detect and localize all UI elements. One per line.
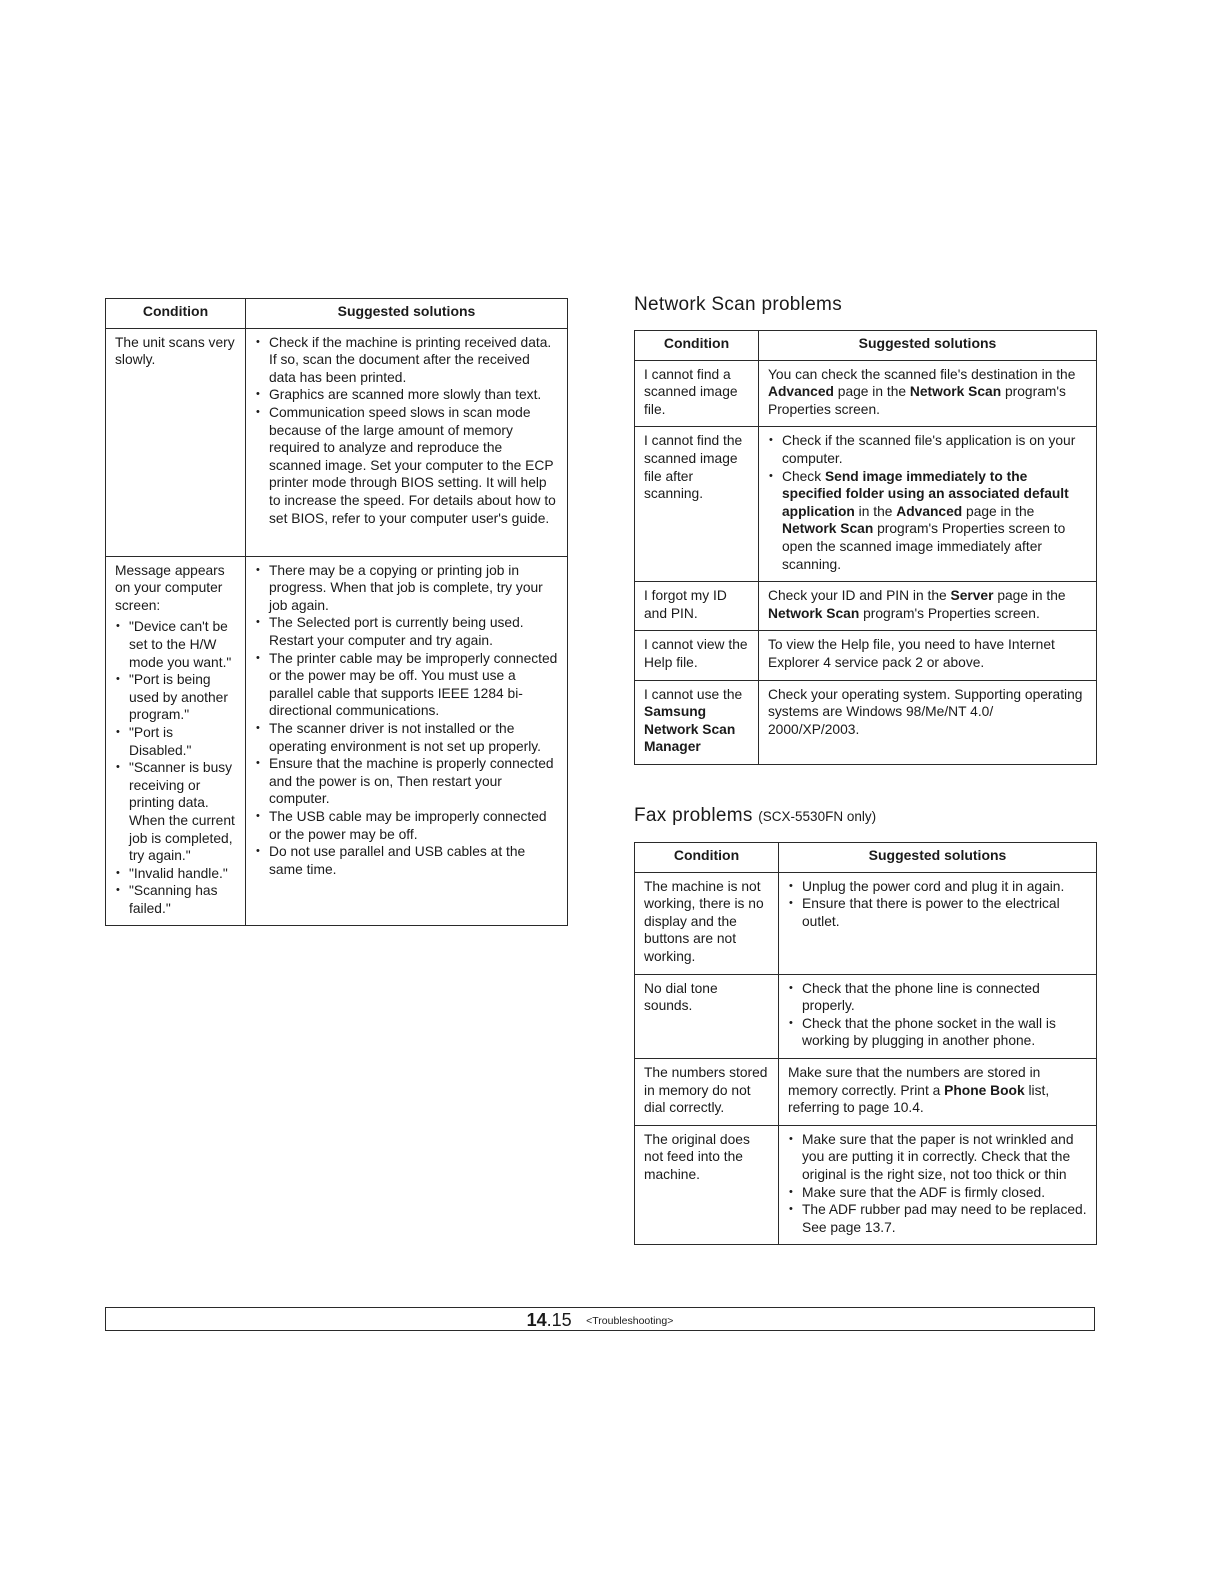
solution-bold-term: Network Scan — [768, 605, 860, 621]
table-header-row — [106, 299, 568, 329]
solution-item: • Check if the machine is printing received data. If so, scan the document after the received data has been printed. — [255, 334, 558, 387]
solution-cell — [759, 427, 1097, 582]
solution-bold-term: Server — [950, 588, 994, 604]
solution-item: • The printer cable may be improperly connected or the power may be off. You must use a parallel cable that supports IEEE 1284 bi-directional communications. — [255, 650, 558, 720]
solution-item: • Do not use parallel and USB cables at the same time. — [255, 843, 558, 878]
solution-cell — [246, 556, 568, 926]
solution-bold-term: Phone Book — [944, 1082, 1025, 1098]
solution-item: • Communication speed slows in scan mode because of the large amount of memory required to analyze and reproduce the scanned image. Set your computer to the ECP printer mode through BIOS setting. It will help to increase the speed. For details about how to set BIOS, refer to your computer user's guide. — [255, 404, 558, 527]
solution-bold-term: Network Scan — [909, 384, 1002, 400]
solution-item: • Unplug the power cord and plug it in again. — [788, 878, 1087, 896]
solution-cell: To view the Help file, you need to have Internet Explorer 4 service pack 2 or above. — [759, 631, 1097, 680]
solution-item — [768, 468, 1087, 574]
table-row — [635, 582, 1097, 631]
condition-cell — [635, 680, 759, 764]
solution-item: • Check that the phone line is connected properly. — [788, 980, 1087, 1015]
message-item: • "Scanner is busy receiving or printing data. When the current job is completed, try again." — [115, 759, 236, 865]
table-row — [635, 974, 1097, 1058]
solution-item: • The USB cable may be improperly connected or the power may be off. — [255, 808, 558, 843]
solution-text: Check — [782, 468, 825, 484]
table-row — [635, 1058, 1097, 1125]
solution-cell — [759, 582, 1097, 631]
solution-bold-term: Network Scan — [782, 521, 874, 537]
condition-cell: The unit scans very slowly. — [106, 328, 246, 556]
solution-item: • Ensure that the machine is properly connected and the power is on, Then restart your computer. — [255, 755, 558, 808]
table-row — [635, 680, 1097, 764]
solution-text: in the — [854, 503, 897, 519]
header-suggested-solutions: Suggested solutions — [246, 299, 568, 329]
solution-cell — [779, 872, 1097, 974]
solution-bold-term: Advanced — [896, 503, 963, 519]
message-item: • "Port is being used by another program." — [115, 671, 236, 724]
solution-text: page in the — [962, 503, 1035, 519]
solution-item: • Check if the scanned file's application is on your computer. — [768, 432, 1087, 467]
network-scan-table — [634, 330, 1097, 765]
solution-item: • Check that the phone socket in the wall is working by plugging in another phone. — [788, 1015, 1087, 1050]
solution-item: • There may be a copying or printing job in progress. When that job is complete, try your job again. — [255, 562, 558, 615]
table-row — [635, 631, 1097, 680]
condition-text: I cannot use the — [644, 686, 743, 702]
solution-text: Check your ID and PIN in the — [768, 588, 951, 604]
solution-text: You can check the scanned file's destination in the — [768, 366, 1076, 382]
solution-cell — [779, 974, 1097, 1058]
solution-text: program's Properties screen. — [859, 605, 1040, 621]
solution-text: program's Properties screen. — [768, 384, 1066, 417]
fax-title-text: Fax problems — [634, 805, 753, 826]
solution-item: • Ensure that there is power to the electrical outlet. — [788, 895, 1087, 930]
message-item: • "Invalid handle." — [115, 865, 236, 883]
solution-cell — [246, 328, 568, 556]
message-item: • "Port is Disabled." — [115, 724, 236, 759]
header-suggested-solutions: Suggested solutions — [779, 843, 1097, 873]
fax-problems-title — [634, 805, 876, 827]
table-row — [106, 328, 568, 556]
condition-cell — [106, 556, 246, 926]
condition-cell: I cannot find a scanned image file. — [635, 360, 759, 427]
condition-cell: The numbers stored in memory do not dial correctly. — [635, 1058, 779, 1125]
header-condition: Condition — [106, 299, 246, 329]
solution-item: • Make sure that the ADF is firmly closed. — [788, 1184, 1087, 1202]
solution-text: Make sure that the numbers are stored in memory correctly. Print a — [788, 1064, 1041, 1098]
fax-problems-table — [634, 842, 1097, 1245]
scanning-problems-table — [105, 298, 568, 926]
solution-item: • Graphics are scanned more slowly than text. — [255, 386, 558, 404]
condition-cell: The machine is not working, there is no display and the buttons are not working. — [635, 872, 779, 974]
page-number-minor: .15 — [546, 1310, 572, 1330]
table-row — [635, 360, 1097, 427]
solution-bold-term: Advanced — [768, 384, 834, 400]
page-number — [527, 1310, 572, 1330]
solution-item: • The ADF rubber pad may need to be replaced. See page 13.7. — [788, 1201, 1087, 1236]
condition-bold-term: Samsung Network Scan Manager — [644, 704, 736, 755]
solution-item: • The Selected port is currently being used. Restart your computer and try again. — [255, 614, 558, 649]
solution-text: page in the — [993, 588, 1066, 604]
solution-cell: Check your operating system. Supporting operating systems are Windows 98/Me/NT 4.0/ 2000/XP/2003. — [759, 680, 1097, 764]
condition-intro: Message appears on your computer screen: — [115, 562, 225, 613]
table-row — [635, 1125, 1097, 1245]
solution-text: list, referring to page 10.4. — [788, 1082, 1050, 1116]
table-row — [106, 556, 568, 926]
solution-text: page in the — [833, 384, 910, 400]
condition-cell: I forgot my ID and PIN. — [635, 582, 759, 631]
fax-model-note: (SCX-5530FN only) — [758, 809, 877, 824]
page-footer — [105, 1307, 1095, 1331]
table-header-row — [635, 331, 1097, 361]
message-item: • "Scanning has failed." — [115, 882, 236, 917]
header-condition: Condition — [635, 331, 759, 361]
solution-item: • Make sure that the paper is not wrinkled and you are putting it in correctly. Check that the original is the right size, not too thick or thin — [788, 1131, 1087, 1184]
table-row — [635, 427, 1097, 582]
network-scan-title: Network Scan problems — [634, 294, 842, 315]
condition-cell: No dial tone sounds. — [635, 974, 779, 1058]
solution-bold-term: Send image immediately to the specified folder using an associated default application — [782, 468, 1069, 519]
solution-text: program's Properties screen to open the scanned image immediately after scanning. — [782, 521, 1066, 572]
header-condition: Condition — [635, 843, 779, 873]
table-row — [635, 872, 1097, 974]
solution-cell — [779, 1058, 1097, 1125]
condition-cell: The original does not feed into the machine. — [635, 1125, 779, 1245]
header-suggested-solutions: Suggested solutions — [759, 331, 1097, 361]
solution-cell — [759, 360, 1097, 427]
solution-item: • The scanner driver is not installed or the operating environment is not set up properly. — [255, 720, 558, 755]
message-item: • "Device can't be set to the H/W mode you want." — [115, 618, 236, 671]
page-number-major: 14 — [526, 1310, 547, 1330]
footer-section-label: <Troubleshooting> — [586, 1315, 674, 1327]
condition-cell: I cannot find the scanned image file after scanning. — [635, 427, 759, 582]
condition-cell: I cannot view the Help file. — [635, 631, 759, 680]
table-header-row — [635, 843, 1097, 873]
solution-cell — [779, 1125, 1097, 1245]
